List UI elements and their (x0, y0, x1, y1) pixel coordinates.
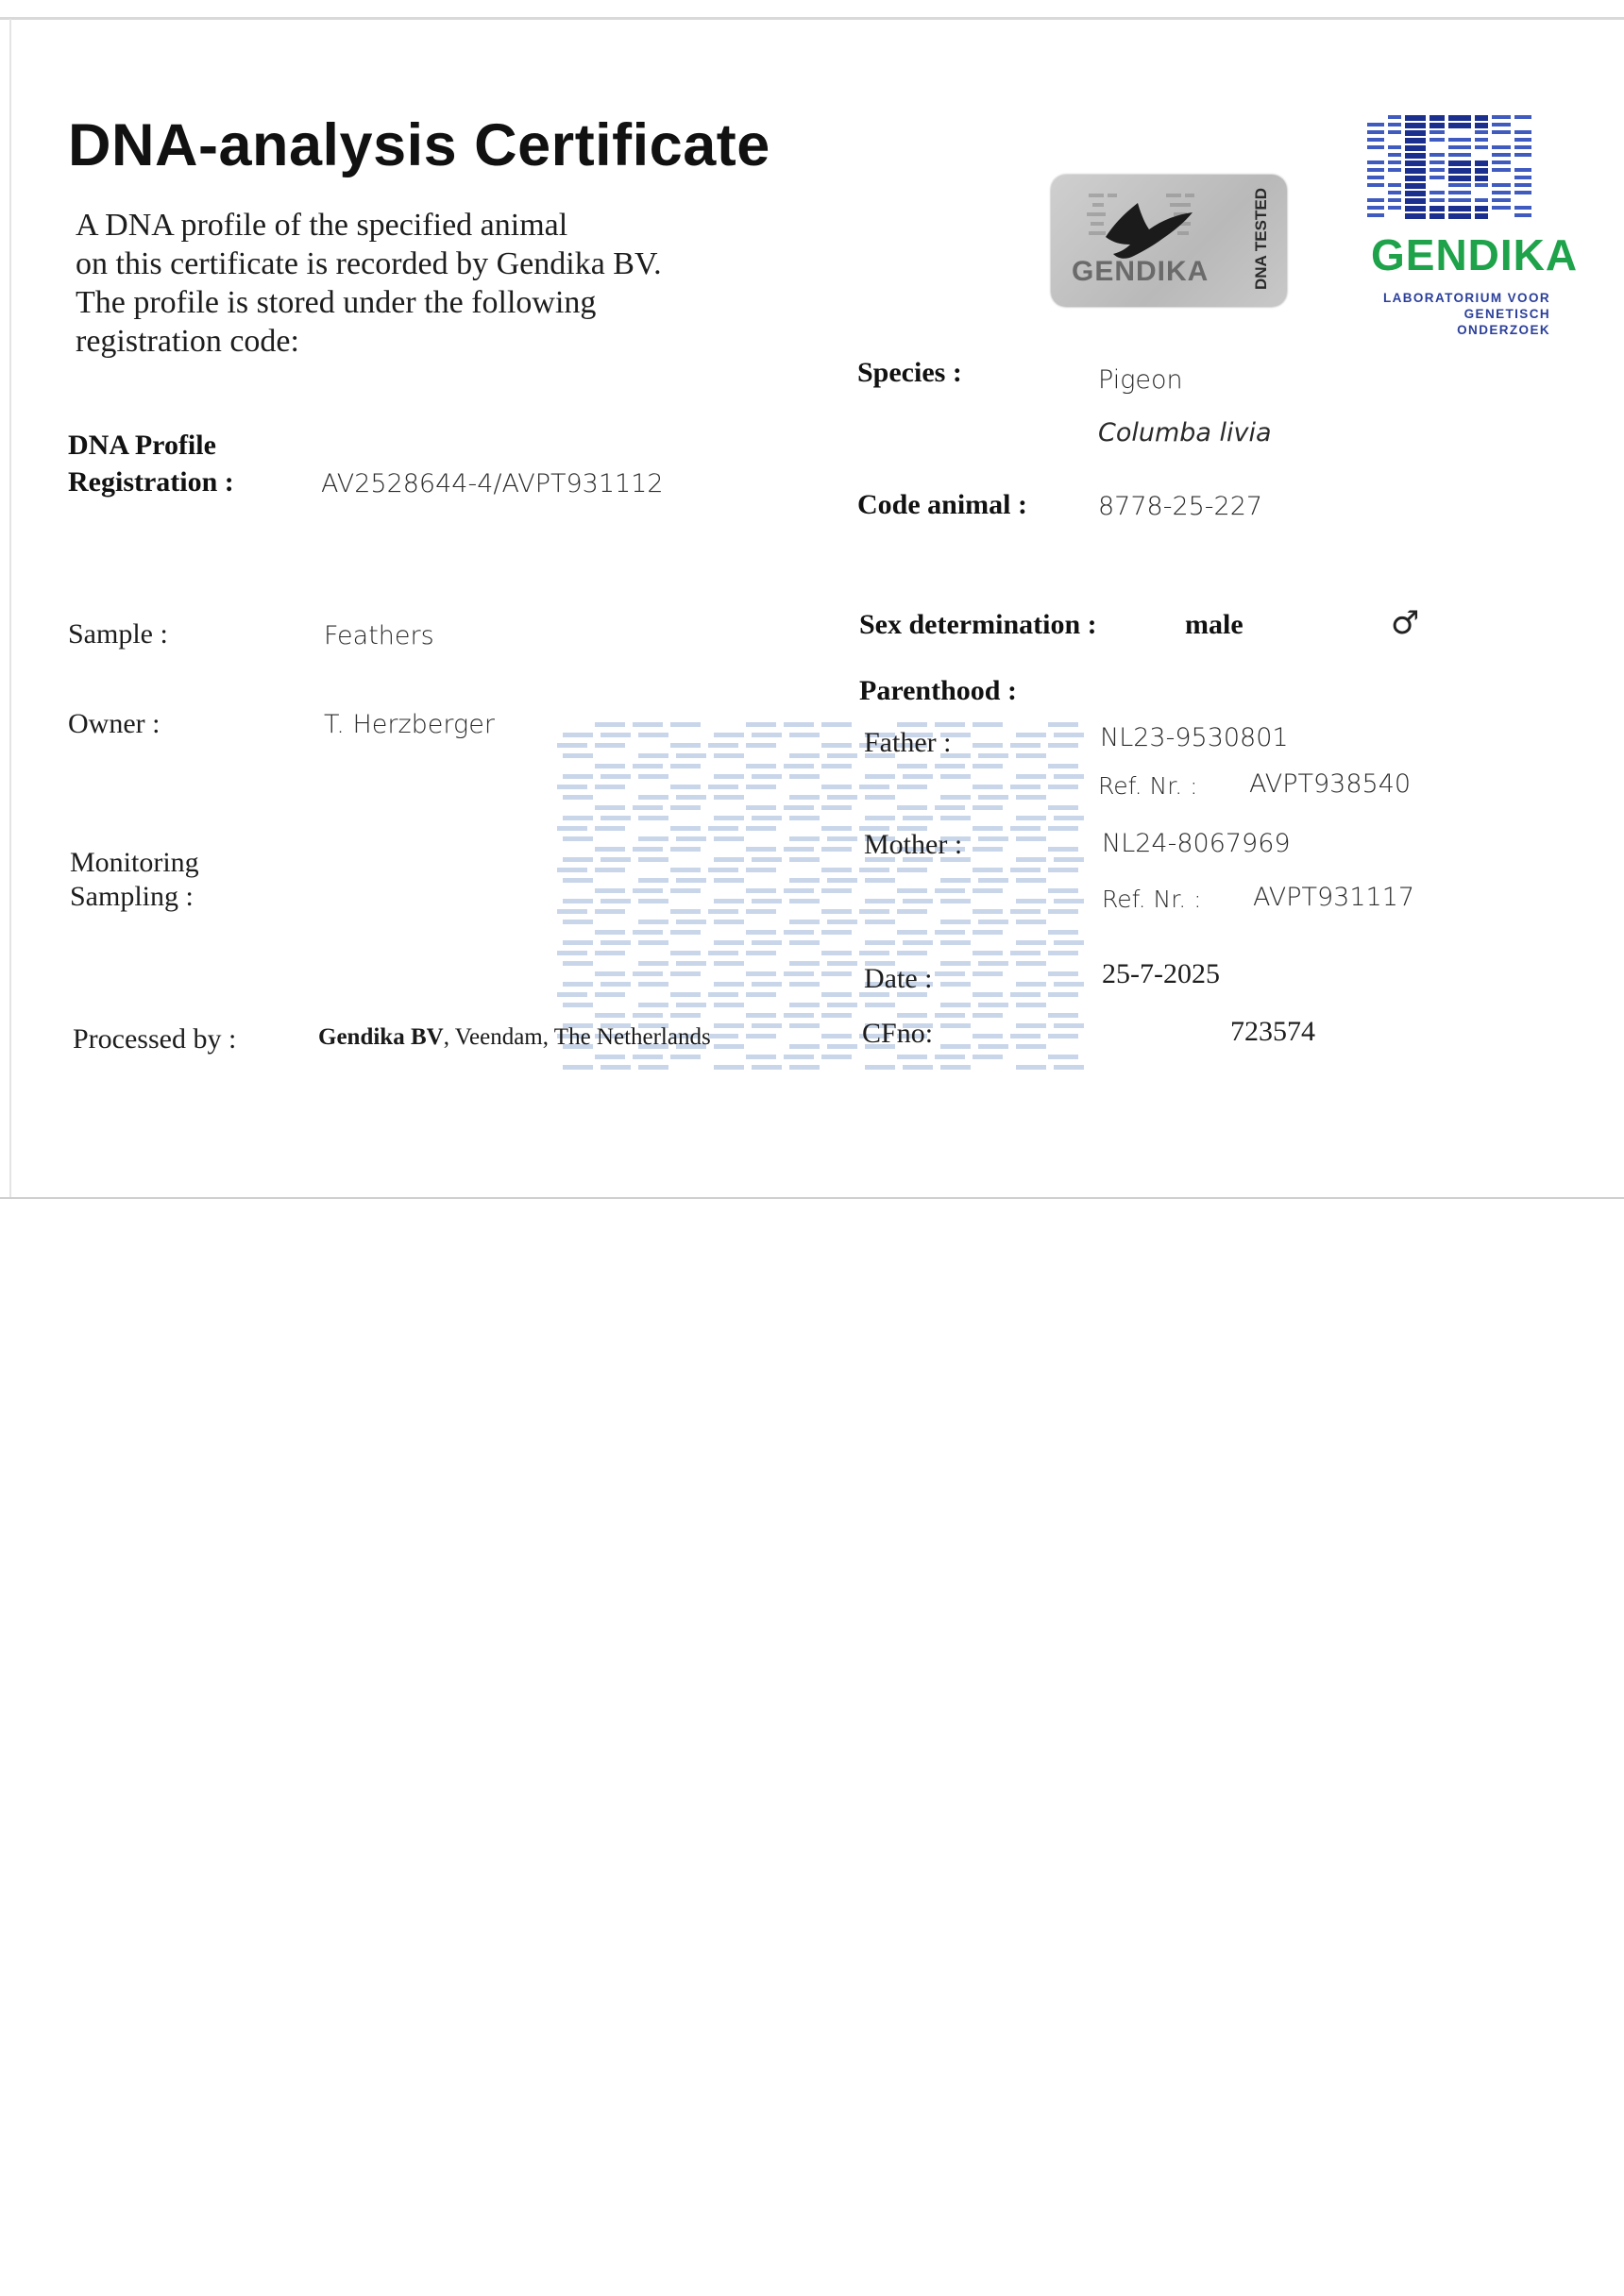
dna-tested-tag (1240, 184, 1277, 297)
intro-line: on this certificate is recorded by Gendika BV. (76, 246, 662, 281)
registration-value: AV2528644-4/AVPT931112 (321, 469, 664, 498)
logo-subtitle-line: GENETISCH ONDERZOEK (1457, 307, 1550, 337)
date-value: 25-7-2025 (1102, 958, 1220, 989)
cfno-label: CFno: (862, 1018, 934, 1049)
owner-value: T. Herzberger (324, 710, 495, 739)
owner-label: Owner : (68, 708, 161, 739)
dna-tested-seal (1051, 175, 1287, 307)
processed-by-label: Processed by : (73, 1023, 237, 1055)
species-common-value: Pigeon (1098, 365, 1183, 395)
code-animal-value: 8778-25-227 (1098, 492, 1263, 521)
father-ref-label: Ref. Nr. : (1098, 772, 1198, 800)
species-latin-value: Columba livia (1098, 418, 1272, 447)
intro-line: A DNA profile of the specified animal (76, 208, 568, 243)
father-value: NL23-9530801 (1100, 723, 1289, 752)
monitoring-label: Monitoring (70, 847, 199, 878)
registration-label: Registration : (68, 466, 234, 498)
mother-ref-value: AVPT931117 (1253, 883, 1415, 912)
gendika-logo-icon (1367, 111, 1547, 225)
logo-subtitle-line: LABORATORIUM VOOR (1382, 291, 1550, 305)
parenthood-label: Parenthood : (859, 675, 1017, 706)
date-label: Date : (864, 963, 933, 994)
mother-label: Mother : (864, 829, 963, 860)
seal-word: GENDIKA (1072, 256, 1210, 287)
sex-determination-label: Sex determination : (859, 609, 1097, 640)
page-edge-left (9, 19, 11, 1199)
logo-name: GENDIKA (1371, 230, 1579, 279)
processed-location: , Veendam, The Netherlands (443, 1024, 711, 1050)
dna-profile-label: DNA Profile (68, 430, 216, 461)
mother-value: NL24-8067969 (1102, 829, 1291, 858)
male-symbol-icon: ♂ (1391, 604, 1420, 642)
processed-by-value (318, 1024, 711, 1051)
father-label: Father : (864, 727, 952, 758)
sampling-label: Sampling : (70, 881, 194, 912)
bird-icon (1079, 182, 1221, 267)
processed-company: Gendika BV (318, 1024, 444, 1050)
sex-value: male (1185, 609, 1243, 640)
cfno-value: 723574 (1230, 1016, 1315, 1047)
page-edge-bottom (0, 1197, 1624, 1199)
page-edge-top (0, 17, 1624, 20)
sample-value: Feathers (324, 621, 434, 650)
code-animal-label: Code animal : (857, 489, 1027, 520)
intro-line: The profile is stored under the following (76, 285, 597, 320)
svg-text:DNA TESTED: DNA TESTED (1252, 188, 1270, 290)
species-label: Species : (857, 357, 962, 388)
mother-ref-label: Ref. Nr. : (1102, 886, 1202, 913)
sample-label: Sample : (68, 618, 168, 650)
logo-subtitle (1371, 290, 1550, 338)
intro-text (76, 206, 736, 361)
intro-line: registration code: (76, 324, 299, 359)
father-ref-value: AVPT938540 (1249, 769, 1412, 799)
certificate-title: DNA-analysis Certificate (68, 112, 770, 178)
